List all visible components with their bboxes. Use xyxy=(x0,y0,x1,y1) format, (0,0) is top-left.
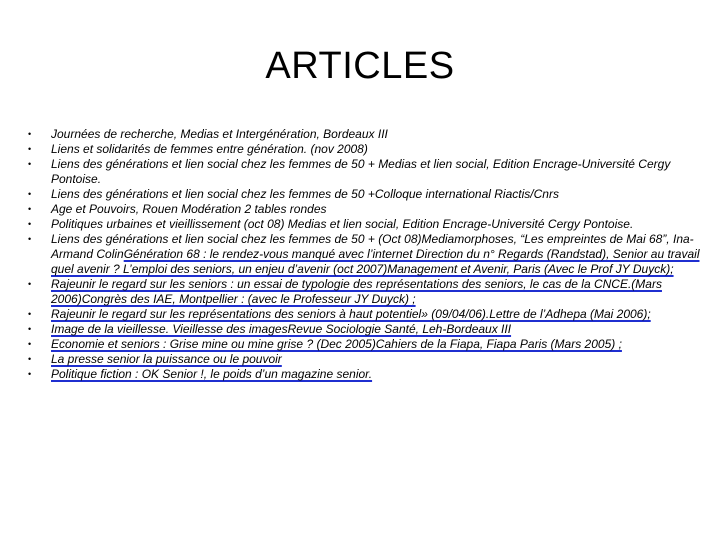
bullet: • xyxy=(28,279,32,289)
bullet: • xyxy=(28,234,32,244)
bullet: • xyxy=(28,219,32,229)
item-text: Liens des générations et lien social chez les femmes de 50 + Medias et lien social, Edition Encrage-Université Cergy Pontoise. xyxy=(51,157,671,186)
bullet: • xyxy=(28,129,32,139)
item-text: Politiques urbaines et vieillissement (oct 08) Medias et lien social, Edition Encrage-Université Cergy Pontoise. xyxy=(51,217,634,231)
article-link[interactable]: Politique fiction : OK Senior !, le poids d’un magazine senior. xyxy=(51,367,373,381)
article-link[interactable]: La presse senior la puissance ou le pouvoir xyxy=(51,352,282,366)
list-item xyxy=(28,127,700,142)
list-item xyxy=(28,367,700,382)
list-item xyxy=(28,277,700,307)
list-item xyxy=(28,187,700,202)
list-item xyxy=(28,157,700,187)
list-item xyxy=(28,322,700,337)
slide-title: ARTICLES xyxy=(265,45,455,87)
bullet: • xyxy=(28,204,32,214)
bullet: • xyxy=(28,354,32,364)
list-item xyxy=(28,142,700,157)
article-link[interactable]: Image de la vieillesse. Vieillesse des images xyxy=(51,322,288,336)
list-item xyxy=(28,217,700,232)
bullet: • xyxy=(28,189,32,199)
list-item xyxy=(28,352,700,367)
item-text: Age et Pouvoirs, Rouen Modération 2 tables rondes xyxy=(51,202,327,216)
bullet: • xyxy=(28,309,32,319)
list-item xyxy=(28,337,700,352)
list-item xyxy=(28,232,700,277)
articles-list xyxy=(28,127,700,382)
list-item xyxy=(28,202,700,217)
bullet: • xyxy=(28,339,32,349)
bullet: • xyxy=(28,159,32,169)
article-link[interactable]: Revue Sociologie Santé, Leh-Bordeaux III xyxy=(287,322,512,336)
item-text: Liens des générations et lien social chez les femmes de 50 +Colloque international Riactis/Cnrs xyxy=(51,187,559,201)
article-link[interactable]: Rajeunir le regard sur les représentations des seniors à haut potentiel» (09/04/06).Lettre de l’Adhepa (Mai 2006); xyxy=(51,307,651,321)
bullet: • xyxy=(28,144,32,154)
list-item xyxy=(28,307,700,322)
article-link[interactable]: Economie et seniors : Grise mine ou mine grise ? (Dec 2005)Cahiers de la Fiapa, Fiapa Paris (Mars 2005) ; xyxy=(51,337,622,351)
item-text: Journées de recherche, Medias et Intergénération, Bordeaux III xyxy=(51,127,388,141)
item-text: Liens et solidarités de femmes entre génération. (nov 2008) xyxy=(51,142,368,156)
article-link[interactable]: Génération 68 : le rendez-vous manqué avec l’internet Direction du n° Regards (Randstad), Senior au travail quel avenir ? L’emploi des seniors, un enjeu d’avenir (oct 2007)Management et Avenir, Paris (Avec le Prof JY Duyck); xyxy=(51,247,700,276)
bullet: • xyxy=(28,324,32,334)
bullet: • xyxy=(28,369,32,379)
article-link[interactable]: Rajeunir le regard sur les seniors : un essai de typologie des représentations des seniors, le cas de la CNCE.(Mars 2006)Congrès des IAE, Montpellier : (avec le Professeur JY Duyck) ; xyxy=(51,277,662,306)
item-text: Liens des générations et lien social chez les femmes de 50 + (Oct 08)Mediamorphoses, “Les empreintes de Mai 68”, Ina-Armand Colin xyxy=(51,232,694,261)
